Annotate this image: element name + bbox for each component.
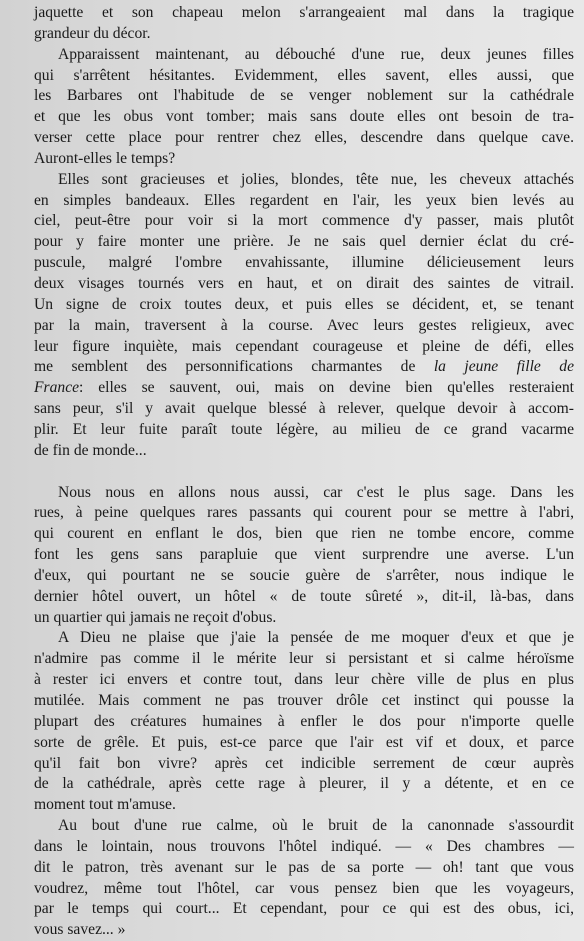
text-line: leur figure inquiète, mais cependant courageuse et pleine de défi, elles bbox=[34, 337, 574, 355]
text-line: à rester ici envers et contre tout, dans leur chère ville de plus en plus bbox=[34, 671, 574, 689]
text-line: Nous nous en allons nous aussi, car c'est le plus sage. Dans les bbox=[58, 483, 574, 501]
text-line: ciel, peut-être pour voir si la mort commence d'y passer, mais plutôt bbox=[34, 212, 574, 230]
text-line: un quartier qui jamais ne reçoit d'obus. bbox=[34, 608, 277, 626]
text-line: dit le patron, très avenant sur le pas de sa porte — oh! tant que vous bbox=[34, 858, 574, 876]
text-line: font les gens sans parapluie que vient surprendre une averse. L'un bbox=[34, 546, 574, 564]
text-line: A Dieu ne plaise que j'aie la pensée de me moquer d'eux et que je bbox=[58, 629, 574, 647]
text-line: d'eux, qui pourtant ne se soucie guère de s'arrêter, nous indique le bbox=[34, 566, 574, 584]
text-line: en simples bandeaux. Elles regardent en l'air, les yeux bien levés au bbox=[34, 191, 574, 209]
text-line: pour y faire monter une prière. Je ne sais quel dernier éclat du cré- bbox=[34, 233, 574, 251]
text-line: verser cette place pour rentrer chez elles, descendre dans quelque cave. bbox=[34, 129, 574, 147]
text-line: moment tout m'amuse. bbox=[34, 796, 176, 814]
text-line: plir. Et leur fuite paraît toute légère, au milieu de ce grand vacarme bbox=[34, 420, 574, 438]
text-line: de fin de monde... bbox=[34, 441, 147, 459]
text-line: dans le lointain, nous trouvons l'hôtel indiqué. — « Des chambres — bbox=[34, 837, 574, 855]
text-line: deux visages tournés vers en haut, et on dirait des saintes de vitrail. bbox=[34, 274, 574, 292]
italic-phrase: France bbox=[34, 379, 80, 397]
text-line: qui s'arrêtent hésitantes. Evidemment, elles savent, elles aussi, que bbox=[34, 66, 574, 84]
text-line: rues, à peine quelques rares passants qui courent pour se mettre à l'abri, bbox=[34, 504, 574, 522]
text-line: grandeur du décor. bbox=[34, 24, 151, 42]
text-line: qui courent en enflant le dos, bien que rien ne tombe encore, comme bbox=[34, 525, 574, 543]
italic-phrase: la jeune fille de bbox=[433, 358, 574, 376]
text-line: Elles sont gracieuses et jolies, blondes, tête nue, les cheveux attachés bbox=[58, 170, 574, 188]
text-line: dernier hôtel ouvert, un hôtel « de toute sûreté », dit-il, là-bas, dans bbox=[34, 587, 574, 605]
text-line: plupart des créatures humaines à enfler le dos pour n'importe quelle bbox=[34, 712, 574, 730]
text-line: sans peur, s'il y avait quelque blessé à relever, quelque devoir à accom- bbox=[34, 400, 574, 418]
text-line: par le temps qui court... Et cependant, pour ce qui est des obus, ici, bbox=[34, 900, 574, 918]
text-line: France: elles se sauvent, oui, mais on devine bien qu'elles resteraient bbox=[34, 379, 574, 397]
text-line: de la cathédrale, après cette rage à pleurer, il y a détente, et en ce bbox=[34, 775, 574, 793]
text-line: et que les obus vont tomber; mais sans doute elles ont besoin de tra- bbox=[34, 108, 574, 126]
text-line: Un signe de croix toutes deux, et puis elles se décident, et, se tenant bbox=[34, 295, 574, 313]
text-line: qu'il fait bon vivre? après cet indicible serrement de cœur auprès bbox=[34, 754, 574, 772]
paragraph bbox=[34, 483, 574, 629]
text-line: Au bout d'une rue calme, où le bruit de la canonnade s'assourdit bbox=[58, 817, 574, 835]
paragraph-gap bbox=[34, 462, 574, 483]
text-line: n'admire pas comme il le mérite leur si persistant et si calme héroïsme bbox=[34, 650, 574, 668]
text-line: jaquette et son chapeau melon s'arrangeaient mal dans la tragique bbox=[34, 4, 574, 21]
text-line: puscule, malgré l'ombre envahissante, illumine délicieusement leurs bbox=[34, 254, 574, 272]
text-line: les Barbares ont l'habitude de se venger noblement sur la cathédrale bbox=[34, 87, 574, 105]
paragraph bbox=[34, 45, 574, 170]
text-line: Auront-elles le temps? bbox=[34, 149, 176, 167]
text-line: mutilée. Mais comment ne pas trouver drôle cet instinct qui pousse la bbox=[34, 692, 574, 709]
paragraph bbox=[34, 628, 574, 816]
text-line: voudrez, même tout l'hôtel, car vous pensez bien que les voyageurs, bbox=[34, 879, 574, 897]
text-line: me semblent des personnifications charmantes de la jeune fille de bbox=[34, 358, 574, 376]
text-line: sorte de grêle. Et puis, est-ce parce que l'air est vif et doux, et parce bbox=[34, 733, 574, 751]
paragraph bbox=[34, 170, 574, 462]
text-line: vous savez... » bbox=[34, 921, 126, 939]
text-line: Apparaissent maintenant, au débouché d'une rue, deux jeunes filles bbox=[58, 45, 574, 63]
paragraph bbox=[34, 816, 574, 941]
paragraph bbox=[34, 3, 574, 45]
text-line: par la main, traversent à la course. Avec leurs gestes religieux, avec bbox=[34, 316, 574, 334]
